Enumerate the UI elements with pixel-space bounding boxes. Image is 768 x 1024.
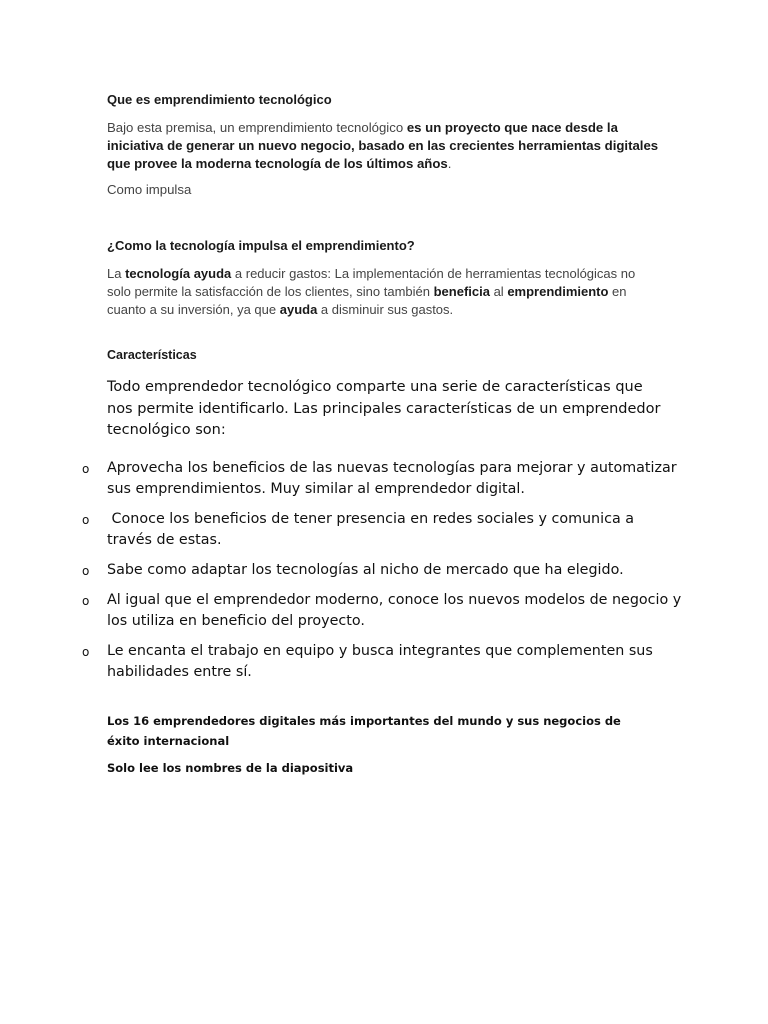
tech-bold-4: ayuda <box>279 302 318 317</box>
list-item <box>82 641 682 683</box>
tech-text-4: en cuanto a su inversión, ya que <box>107 284 627 317</box>
bullet-icon: o <box>82 594 90 608</box>
slide-note: Solo lee los nombres de la diapositiva <box>107 761 354 775</box>
list-item <box>82 560 682 590</box>
list-item <box>82 509 682 560</box>
tech-bold-3: emprendimiento <box>507 284 609 299</box>
tech-text-1: La <box>107 266 126 281</box>
tech-bold-1: tecnología ayuda <box>125 266 232 281</box>
list-item <box>82 590 682 641</box>
tech-bold-2: beneficia <box>433 284 490 299</box>
characteristics-list <box>82 458 682 683</box>
section-heading-characteristics: Características <box>107 348 197 362</box>
tech-text-3: al <box>489 284 508 299</box>
bullet-icon: o <box>82 645 90 659</box>
entrepreneurs-note: Los 16 emprendedores digitales más importantes del mundo y sus negocios de éxito internacional <box>107 714 621 748</box>
list-item-text: Le encanta el trabajo en equipo y busca integrantes que complementen sus habilidades entre sí. <box>107 643 653 680</box>
bullet-icon: o <box>82 513 90 527</box>
list-item-text: Al igual que el emprendedor moderno, conoce los nuevos modelos de negocio y los utiliza en beneficio del proyecto. <box>107 592 682 629</box>
como-impulsa-text: Como impulsa <box>107 182 192 197</box>
bullet-icon: o <box>82 462 90 476</box>
technology-paragraph <box>107 265 647 319</box>
list-item-text: Aprovecha los beneficios de las nuevas tecnologías para mejorar y automatizar sus emprendimientos. Muy similar al emprendedor digital. <box>107 460 677 497</box>
tech-text-5: a disminuir sus gastos. <box>317 302 454 317</box>
list-item <box>82 458 682 509</box>
bullet-icon: o <box>82 564 90 578</box>
definition-text: Bajo esta premisa, un emprendimiento tecnológico <box>107 120 407 135</box>
section-heading-how-technology: ¿Como la tecnología impulsa el emprendimiento? <box>107 238 415 253</box>
section-heading-what-is: Que es emprendimiento tecnológico <box>107 92 332 107</box>
characteristics-intro: Todo emprendedor tecnológico comparte una serie de características que nos permite identificarlo. Las principales características de un emprendedor tecnológico son: <box>107 379 661 438</box>
definition-paragraph <box>107 119 667 173</box>
list-item-text: Sabe como adaptar los tecnologías al nicho de mercado que ha elegido. <box>107 562 624 578</box>
definition-bold-text: es un proyecto que nace desde la iniciativa de generar un nuevo negocio, basado en las crecientes herramientas digitales que provee la moderna tecnología de los últimos años <box>107 120 659 171</box>
definition-period: . <box>447 156 452 171</box>
tech-text-2: a reducir gastos: La implementación de herramientas tecnológicas no solo permite la satisfacción de los clientes, sino también <box>107 266 636 299</box>
list-item-text: Conoce los beneficios de tener presencia en redes sociales y comunica a través de estas. <box>107 511 639 548</box>
